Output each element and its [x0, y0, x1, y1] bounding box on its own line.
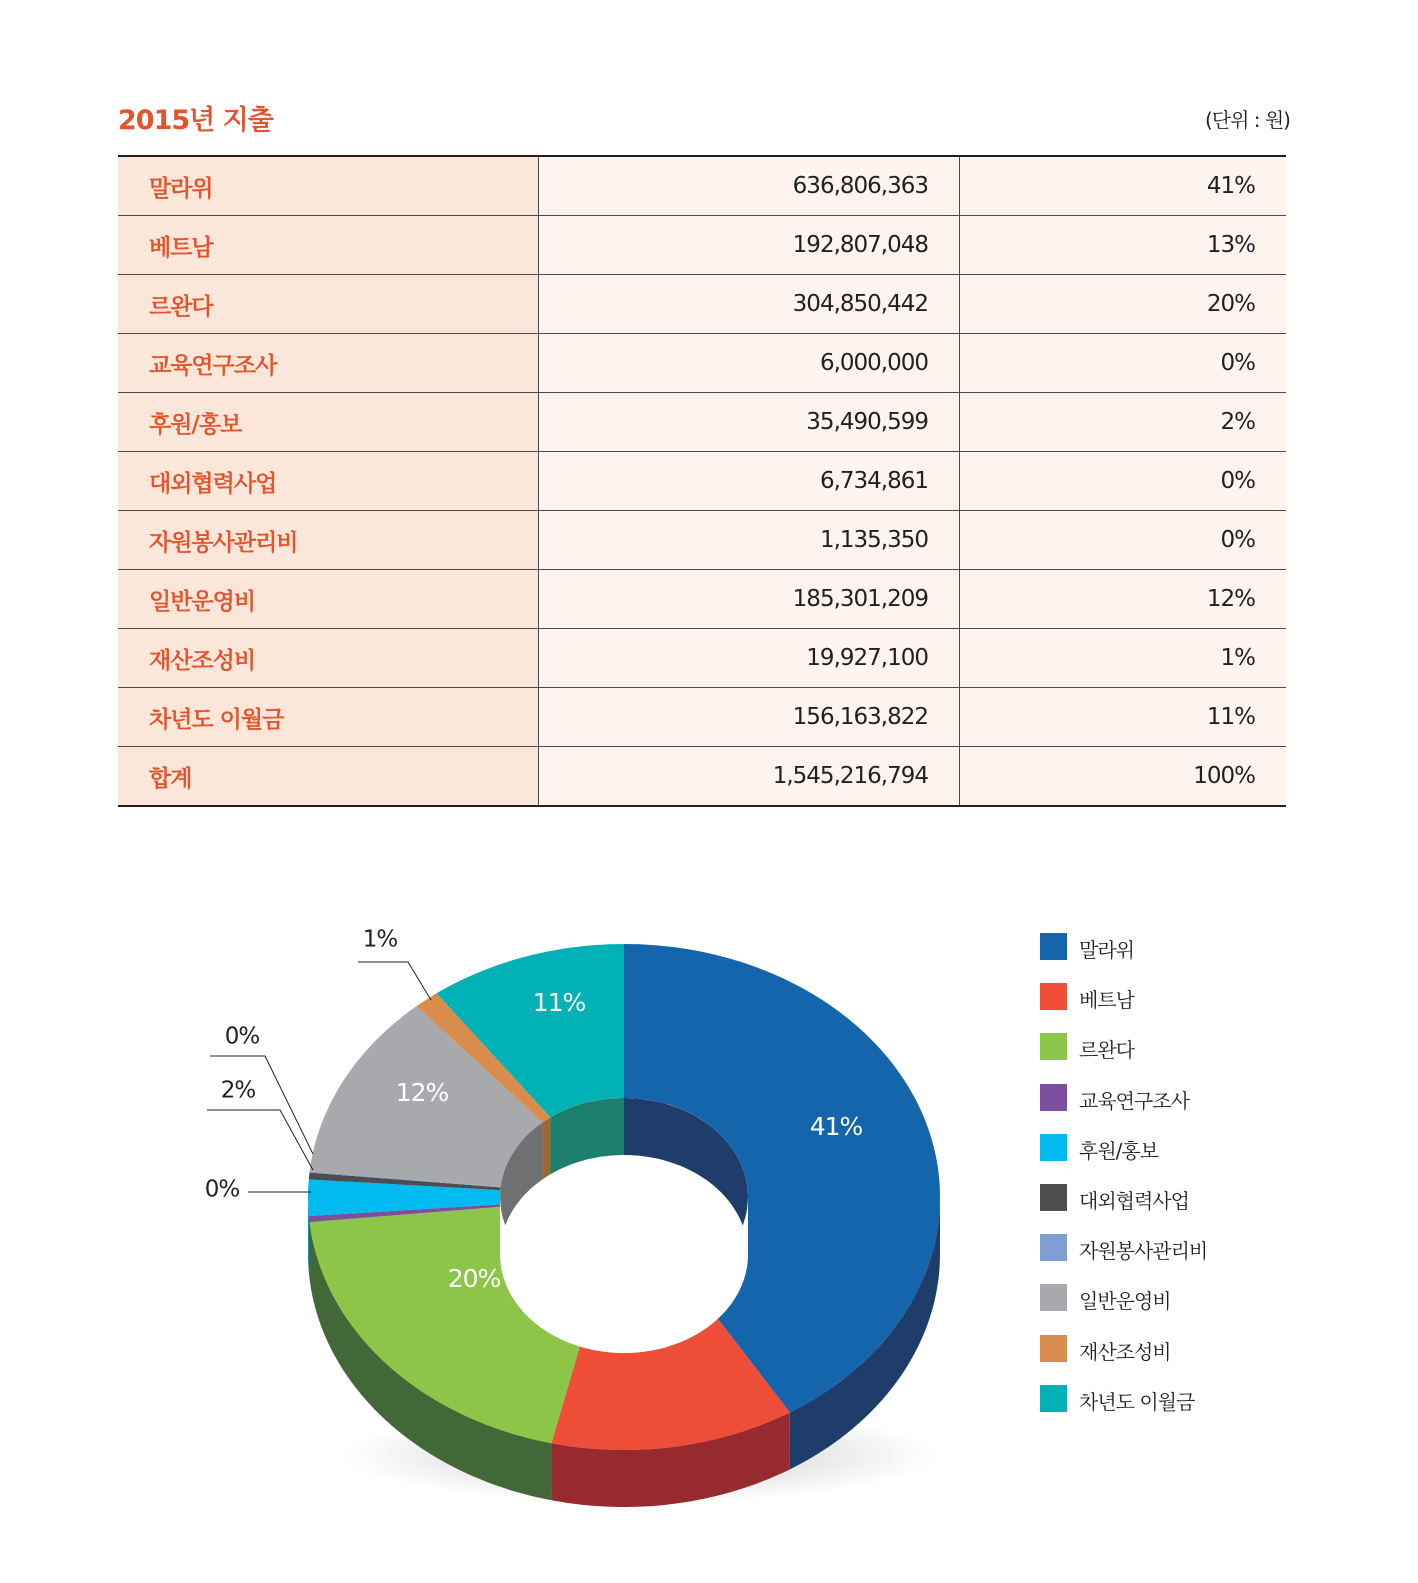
percent-cell: 11% [960, 688, 1287, 747]
callout-line-8 [358, 962, 431, 1000]
amount-cell: 1,545,216,794 [539, 747, 960, 807]
category-cell: 자원봉사관리비 [118, 511, 539, 570]
legend-item [1040, 1084, 1280, 1112]
table-row [118, 334, 1286, 393]
table-row [118, 511, 1286, 570]
category-cell: 대외협력사업 [118, 452, 539, 511]
legend-swatch [1040, 983, 1067, 1010]
percent-cell: 20% [960, 275, 1287, 334]
table-row [118, 393, 1286, 452]
category-cell: 일반운영비 [118, 570, 539, 629]
amount-cell: 6,000,000 [539, 334, 960, 393]
category-cell: 교육연구조사 [118, 334, 539, 393]
amount-cell: 304,850,442 [539, 275, 960, 334]
amount-cell: 185,301,209 [539, 570, 960, 629]
amount-cell: 192,807,048 [539, 216, 960, 275]
slice-inner-wall-8 [543, 1117, 551, 1179]
legend-label: 자원봉사관리비 [1079, 1239, 1208, 1264]
slice-side-3 [309, 1216, 310, 1279]
legend-label: 일반운영비 [1079, 1289, 1171, 1314]
callout-label-3: 0% [204, 1176, 240, 1203]
category-cell: 르완다 [118, 275, 539, 334]
legend-swatch [1040, 1385, 1067, 1412]
slice-label-0: 41% [809, 1112, 863, 1141]
category-cell: 베트남 [118, 216, 539, 275]
table-row [118, 156, 1286, 216]
legend-item [1040, 1134, 1280, 1162]
amount-cell: 35,490,599 [539, 393, 960, 452]
legend-label: 말라위 [1079, 938, 1134, 962]
unit-label: (단위 : 원) [1204, 108, 1290, 132]
category-cell: 합계 [118, 747, 539, 807]
callout-label-8: 1% [362, 926, 398, 953]
legend-item [1040, 1335, 1280, 1363]
percent-cell: 0% [960, 511, 1287, 570]
amount-cell: 19,927,100 [539, 629, 960, 688]
percent-cell: 0% [960, 452, 1287, 511]
percent-cell: 1% [960, 629, 1287, 688]
legend-label: 차년도 이월금 [1079, 1389, 1195, 1414]
amount-cell: 636,806,363 [539, 156, 960, 216]
amount-cell: 156,163,822 [539, 688, 960, 747]
percent-cell: 13% [960, 216, 1287, 275]
table-row [118, 216, 1286, 275]
category-cell: 말라위 [118, 156, 539, 216]
legend-swatch [1040, 1335, 1067, 1362]
percent-cell: 100% [960, 747, 1287, 807]
expense-table [118, 155, 1286, 807]
legend-item [1040, 1284, 1280, 1312]
slice-label-9: 11% [532, 988, 586, 1017]
legend-item [1040, 933, 1280, 961]
table-row [118, 629, 1286, 688]
legend-item [1040, 1184, 1280, 1212]
category-cell: 후원/홍보 [118, 393, 539, 452]
callout-label-5: 0% [224, 1023, 260, 1050]
legend-swatch [1040, 1234, 1067, 1261]
callout-label-4: 2% [220, 1077, 256, 1104]
legend-swatch [1040, 1284, 1067, 1311]
legend-swatch [1040, 1084, 1067, 1111]
legend-swatch [1040, 1033, 1067, 1060]
category-cell: 재산조성비 [118, 629, 539, 688]
percent-cell: 0% [960, 334, 1287, 393]
slice-label-2: 20% [447, 1264, 501, 1293]
page-title: 2015년 지출 [118, 105, 273, 136]
table-row [118, 747, 1286, 807]
category-cell: 차년도 이월금 [118, 688, 539, 747]
table-row [118, 452, 1286, 511]
amount-cell: 6,734,861 [539, 452, 960, 511]
callout-line-5 [210, 1056, 313, 1154]
legend-item [1040, 1033, 1280, 1061]
table-row [118, 275, 1286, 334]
legend-label: 교육연구조사 [1079, 1088, 1189, 1113]
legend-label: 대외협력사업 [1079, 1189, 1189, 1213]
callout-line-4 [207, 1110, 313, 1170]
legend-swatch [1040, 933, 1067, 960]
slice-label-7: 12% [395, 1078, 449, 1107]
legend-label: 르완다 [1079, 1038, 1134, 1063]
legend-label: 베트남 [1079, 988, 1134, 1013]
legend-item [1040, 1385, 1280, 1413]
legend-item [1040, 1234, 1280, 1262]
legend-swatch [1040, 1134, 1067, 1161]
percent-cell: 2% [960, 393, 1287, 452]
slice-label-1: 13% [631, 1319, 685, 1348]
table-row [118, 688, 1286, 747]
legend-item [1040, 983, 1280, 1011]
percent-cell: 12% [960, 570, 1287, 629]
legend-label: 재산조성비 [1079, 1339, 1171, 1364]
legend-label: 후원/홍보 [1079, 1138, 1159, 1163]
percent-cell: 41% [960, 156, 1287, 216]
legend-swatch [1040, 1184, 1067, 1211]
amount-cell: 1,135,350 [539, 511, 960, 570]
table-row [118, 570, 1286, 629]
